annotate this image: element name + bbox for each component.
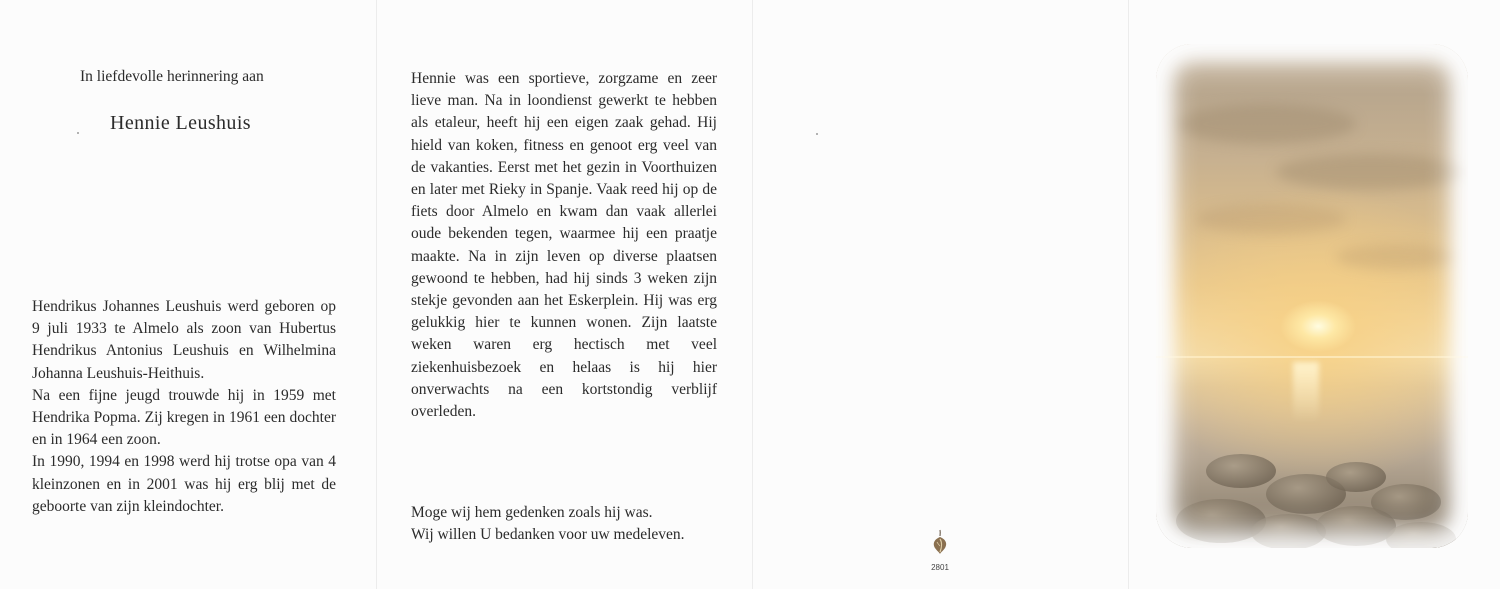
leaf-mark-icon bbox=[928, 528, 952, 558]
closing-line: Moge wij hem gedenken zoals hij was. bbox=[411, 504, 653, 521]
biography-paragraph: Hendrikus Johannes Leushuis werd geboren op 9 juli 1933 te Almelo als zoon van Hubertus Hendrikus Antonius Leushuis en Wilhelmina Johanna Leushuis-Heithuis. bbox=[32, 298, 336, 382]
sunset-sea-photo bbox=[1156, 44, 1468, 548]
biography-paragraph: Na een fijne jeugd trouwde hij in 1959 met Hendrika Popma. Zij kregen in 1961 een dochter en in 1964 een zoon. bbox=[32, 386, 336, 449]
panel-back bbox=[752, 0, 1128, 589]
panel-story bbox=[376, 0, 752, 589]
biography-paragraph: In 1990, 1994 en 1998 werd hij trotse opa van 4 kleinzonen en in 2001 was hij erg blij met de geboorte van zijn kleindochter. bbox=[32, 453, 336, 515]
paper-speck bbox=[77, 132, 79, 134]
biography bbox=[32, 296, 336, 518]
closing-words bbox=[411, 502, 741, 546]
paper-speck bbox=[816, 133, 818, 135]
life-story bbox=[411, 68, 717, 423]
panel-cover bbox=[1128, 0, 1500, 589]
deceased-name: Hennie Leushuis bbox=[110, 112, 251, 134]
closing-line: Wij willen U bedanken voor uw medeleven. bbox=[411, 526, 685, 544]
panel-intro bbox=[0, 0, 376, 589]
intro-text: In liefdevolle herinnering aan bbox=[80, 68, 264, 85]
product-code: 2801 bbox=[931, 563, 949, 572]
life-story-paragraph: Hennie was een sportieve, zorgzame en zeer lieve man. Na in loondienst gewerkt te hebben als etaleur, heeft hij een eigen zaak gehad. Hij hield van koken, fitness en genoot erg veel van de vakanties. Eerst met het gezin in Voorthuizen en later met Rieky in Spanje. Vaak reed hij op de fiets door Almelo en kwam dan vaak allerlei oude bekenden tegen, waarmee hij een praatje maakte. Na in zijn leven op diverse plaatsen gewoond te hebben, had hij sinds 3 weken zijn stekje gevonden aan het Eskerplein. Hij was erg gelukkig hier te kunnen wonen. Zijn laatste weken waren erg hectisch met veel ziekenhuisbezoek en helaas is hij hier onverwachts na een kortstondig verblijf overleden. bbox=[411, 70, 717, 421]
